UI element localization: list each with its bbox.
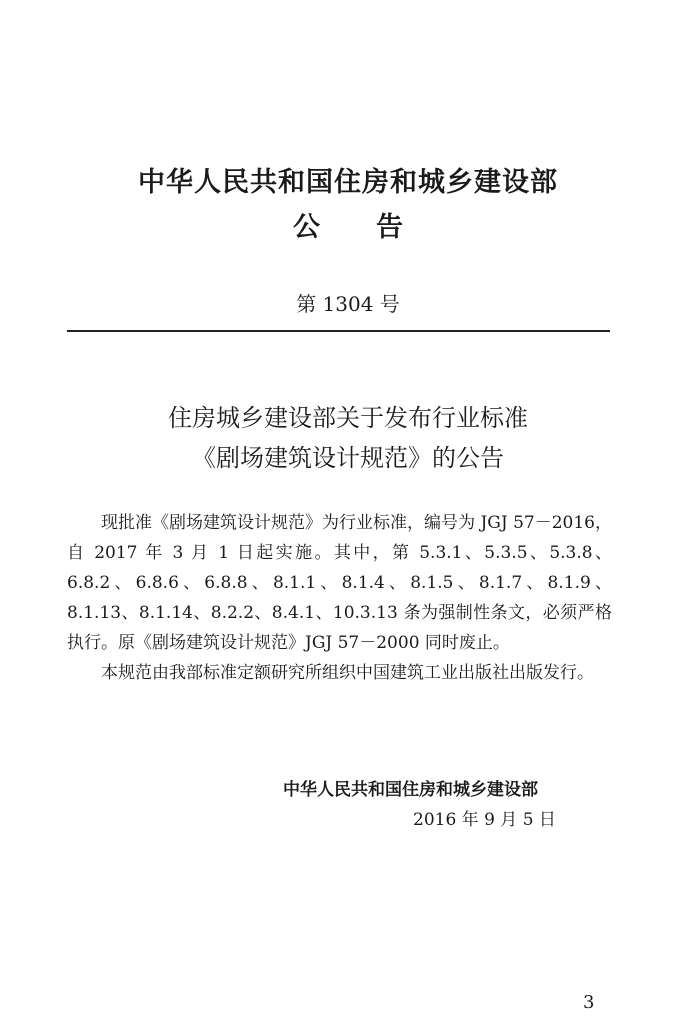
announcement-heading: 公告: [293, 212, 459, 243]
announcement-body: [67, 508, 612, 688]
signature-organization: 中华人民共和国住房和城乡建设部: [283, 780, 538, 800]
issuer-heading: 中华人民共和国住房和城乡建设部: [138, 167, 558, 198]
signature-date: 2016 年 9 月 5 日: [413, 810, 556, 830]
header-divider: [67, 330, 610, 332]
body-paragraph-publication: 本规范由我部标准定额研究所组织中国建筑工业出版社出版发行。: [101, 663, 594, 683]
announcement-number: 第 1304 号: [296, 292, 400, 316]
body-paragraph-approval: 现批准《剧场建筑设计规范》为行业标准，编号为 JGJ 57－2016，自 2017 年 3 月 1 日起实施。其中，第 5.3.1、5.3.5、5.3.8、6.8.2、6.8.6、6.8.8、8.1.1、8.1.4、8.1.5、8.1.7、8.1.9、8.1.13、8.1.14、8.2.2、8.4.1、10.3.13 条为强制性条文，必须严格执行。原《剧场建筑设计规范》JGJ 57－2000 同时废止。: [67, 513, 612, 653]
notice-title-line-1: 住房城乡建设部关于发布行业标准: [168, 404, 528, 432]
page-number: 3: [583, 992, 595, 1013]
notice-title-line-2: 《剧场建筑设计规范》的公告: [192, 444, 504, 472]
